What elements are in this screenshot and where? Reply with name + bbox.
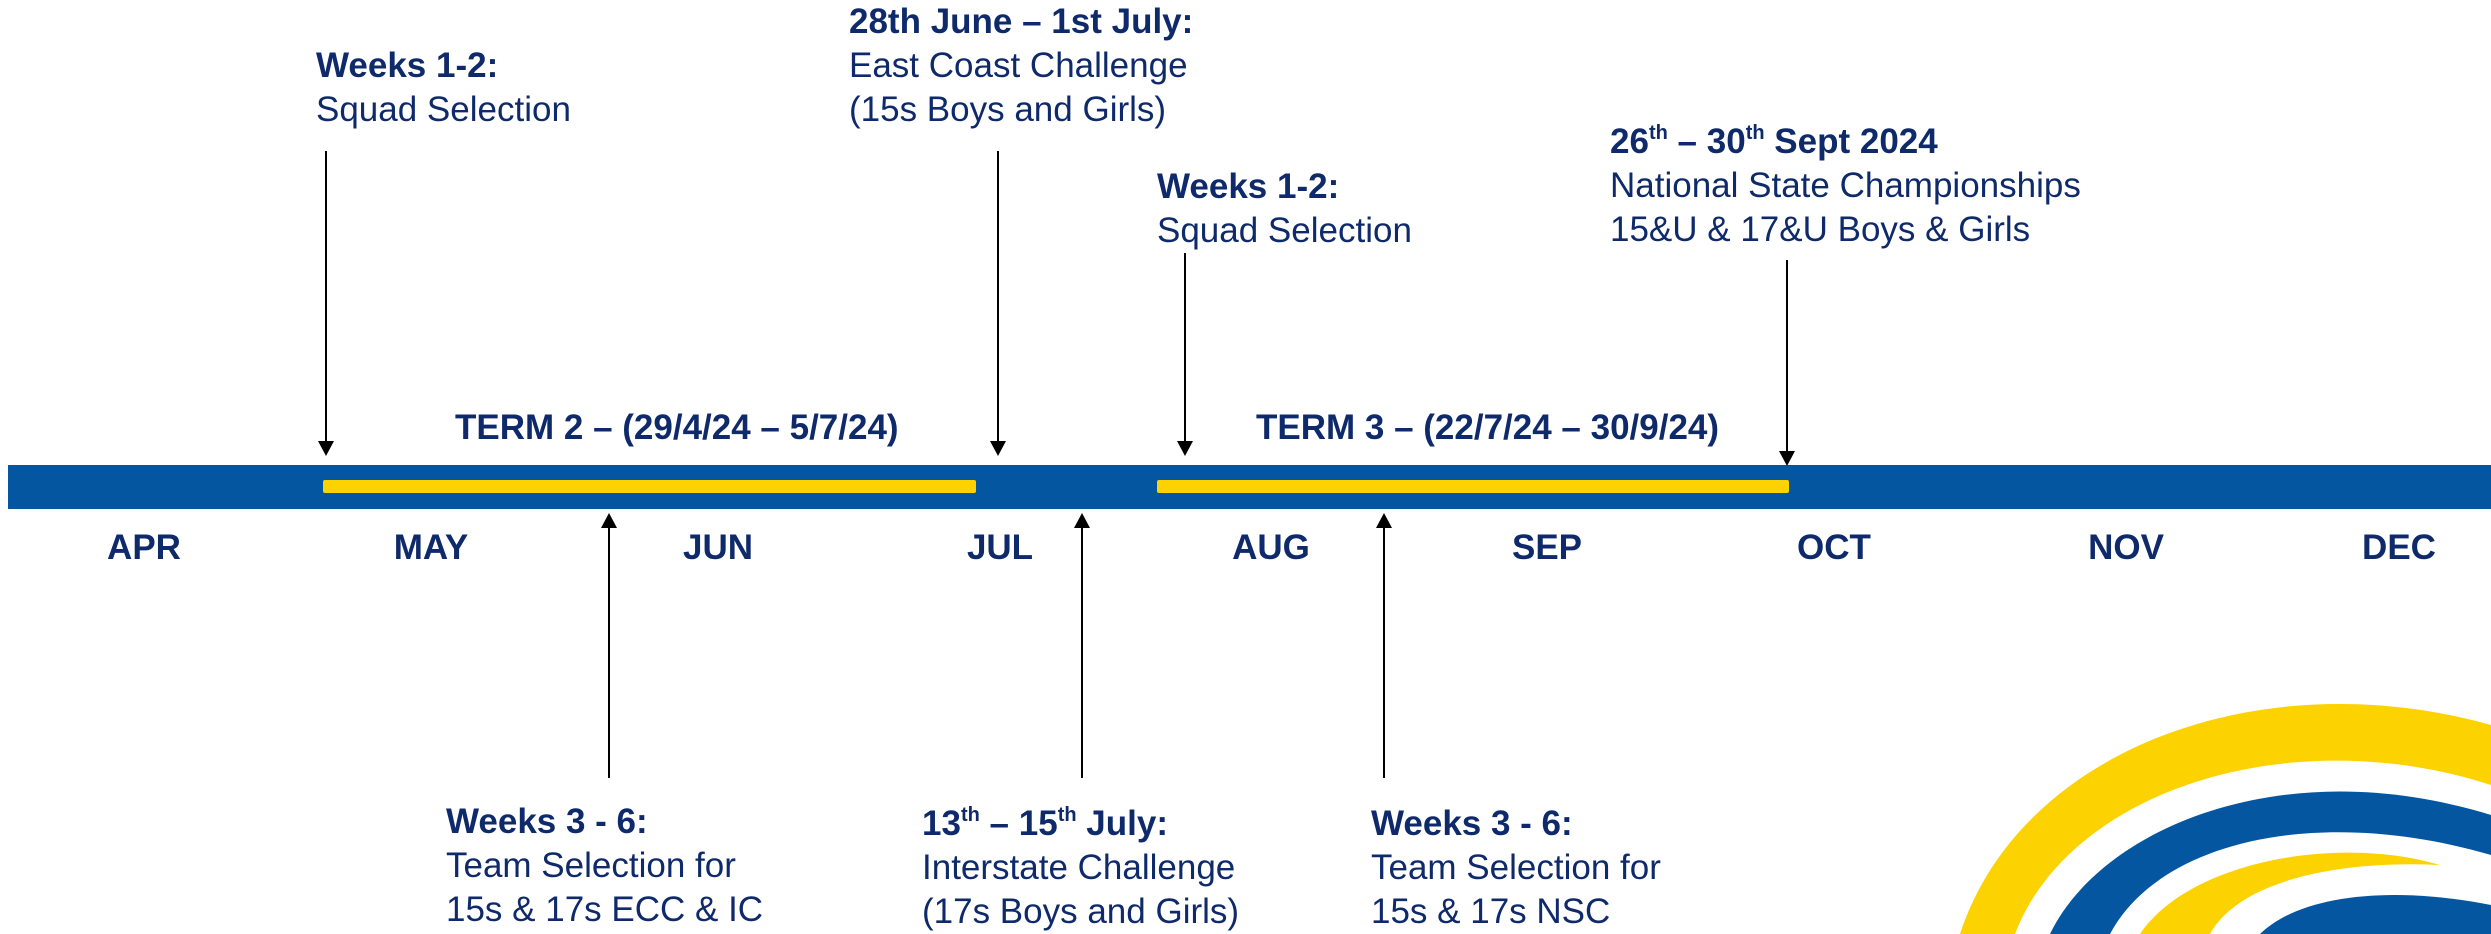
event-line: 15&U & 17&U Boys & Girls xyxy=(1610,210,2031,249)
arrowhead-up xyxy=(601,513,617,528)
event-heading: Weeks 3 - 6: xyxy=(446,802,648,841)
arrow-down-ecc xyxy=(997,151,999,441)
month-jun: JUN xyxy=(682,528,754,567)
term-2-highlight xyxy=(323,480,976,493)
event-line: 15s & 17s NSC xyxy=(1371,892,1611,931)
event-line: (17s Boys and Girls) xyxy=(922,892,1240,931)
month-jul: JUL xyxy=(966,528,1034,567)
event-term3-squad-selection xyxy=(1157,165,1412,253)
event-east-coast-challenge xyxy=(849,0,1193,132)
event-heading: 26th – 30th Sept 2024 xyxy=(1610,122,1938,161)
event-line: National State Championships xyxy=(1610,166,2081,205)
event-line: Squad Selection xyxy=(1157,211,1412,250)
event-heading: 28th June – 1st July: xyxy=(849,2,1194,41)
event-term2-squad-selection xyxy=(316,44,571,132)
event-line: Interstate Challenge xyxy=(922,848,1236,887)
month-may: MAY xyxy=(393,528,469,567)
event-heading: 13th – 15th July: xyxy=(922,804,1168,843)
event-heading: Weeks 1-2: xyxy=(1157,167,1340,206)
term-3-label: TERM 3 – (22/7/24 – 30/9/24) xyxy=(1256,408,1720,447)
event-heading: Weeks 3 - 6: xyxy=(1371,804,1573,843)
logo-inner-blue-arc xyxy=(2260,895,2491,934)
event-line: Team Selection for xyxy=(1371,848,1661,887)
arrowhead-down xyxy=(1177,441,1193,456)
arrowhead-up xyxy=(1074,513,1090,528)
arrowhead-up xyxy=(1376,513,1392,528)
event-line: East Coast Challenge xyxy=(849,46,1188,85)
event-line: 15s & 17s ECC & IC xyxy=(446,890,764,929)
month-nov: NOV xyxy=(2088,528,2164,567)
event-interstate-challenge xyxy=(922,802,1239,934)
arrowhead-down xyxy=(318,441,334,456)
term-3-highlight xyxy=(1157,480,1789,493)
event-line: Team Selection for xyxy=(446,846,736,885)
event-team-selection-ecc-ic xyxy=(446,800,763,932)
month-dec: DEC xyxy=(2362,528,2436,567)
arrow-down-nsc xyxy=(1786,260,1788,453)
event-national-state-championships xyxy=(1610,120,2081,252)
term-2-label: TERM 2 – (29/4/24 – 5/7/24) xyxy=(455,408,899,447)
arrowhead-down xyxy=(990,441,1006,456)
arrow-up-term3-team-selection xyxy=(1383,528,1385,778)
arrow-down-term3-squad xyxy=(1184,253,1186,441)
event-line: (15s Boys and Girls) xyxy=(849,90,1167,129)
month-oct: OCT xyxy=(1797,528,1871,567)
event-heading: Weeks 1-2: xyxy=(316,46,499,85)
event-team-selection-nsc xyxy=(1371,802,1661,934)
arrow-up-term2-team-selection xyxy=(608,528,610,778)
swoosh-logo xyxy=(1960,690,2491,934)
event-line: Squad Selection xyxy=(316,90,571,129)
month-sep: SEP xyxy=(1511,528,1583,567)
arrow-up-interstate xyxy=(1081,528,1083,778)
month-apr: APR xyxy=(107,528,181,567)
arrow-down-term2-squad xyxy=(325,151,327,441)
arrowhead-down xyxy=(1779,451,1795,466)
month-aug: AUG xyxy=(1232,528,1310,567)
